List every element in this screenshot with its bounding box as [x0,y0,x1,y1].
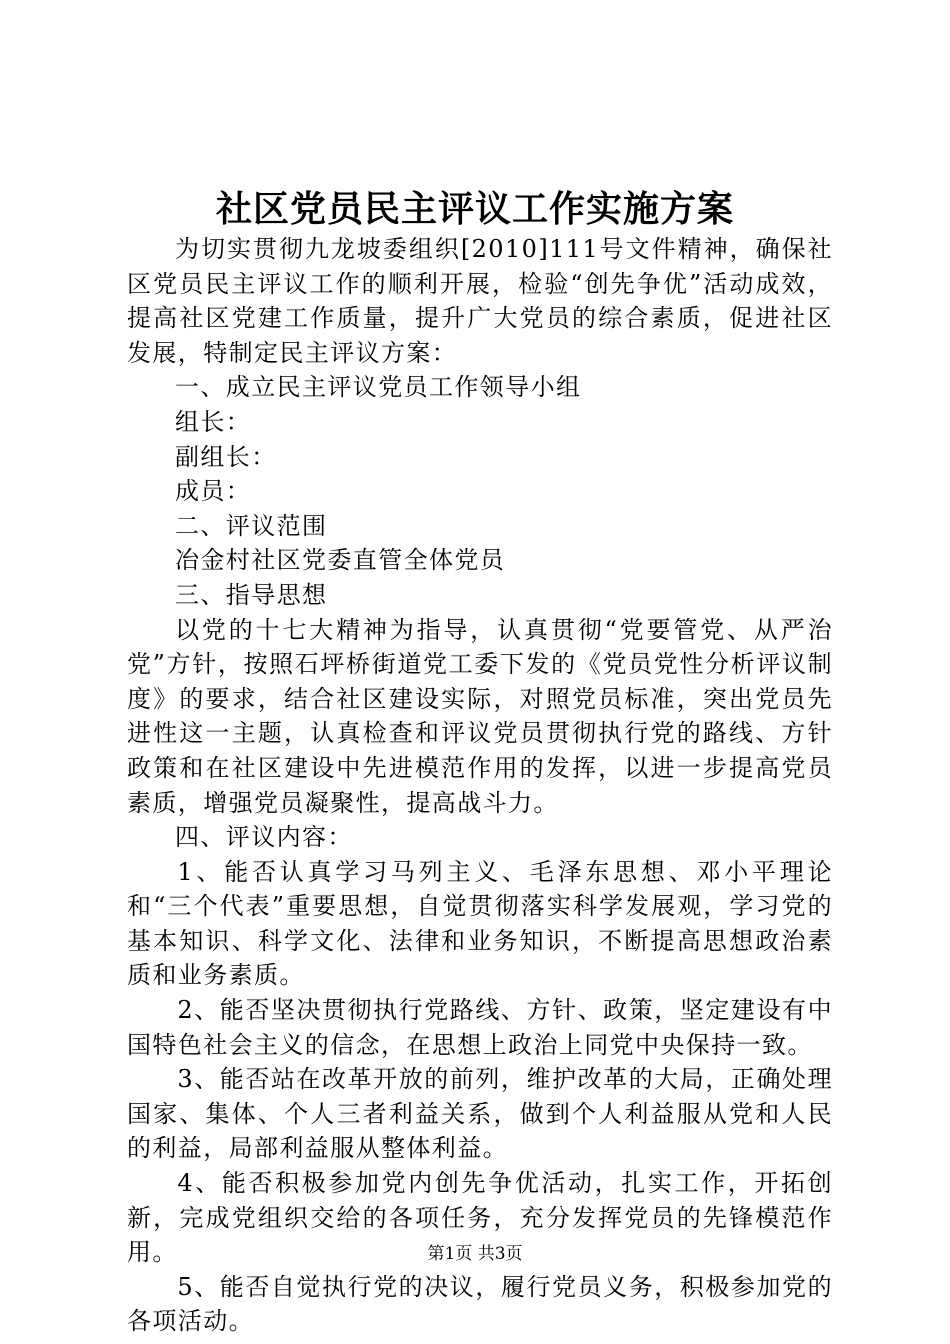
deputy-leader-line: 副组长： [175,442,277,471]
content-item-4: 4、能否积极参加党内创先争优活动，扎实工作，开拓创新，完成党组织交给的各项任务，充分发挥党员的先锋模范作用。 [127,1169,833,1267]
document-body [127,232,833,1339]
guiding-thought-paragraph: 以党的十七大精神为指导，认真贯彻“党要管党、从严治党”方针，按照石坪桥街道党工委下发的《党员党性分析评议制度》的要求，结合社区建设实际，对照党员标准，突出党员先进性这一主题，认真检查和评议党员贯彻执行党的路线、方针政策和在社区建设中先进模范作用的发挥，以进一步提高党员素质，增强党员凝聚性，提高战斗力。 [127,615,833,817]
document-title: 社区党员民主评议工作实施方案 [215,188,734,230]
content-item-3: 3、能否站在改革开放的前列，维护改革的大局，正确处理国家、集体、个人三者利益关系，做到个人利益服从党和人民的利益，局部利益服从整体利益。 [127,1065,833,1163]
content-item-1: 1、能否认真学习马列主义、毛泽东思想、邓小平理论和“三个代表”重要思想，自觉贯彻落实科学发展观，学习党的基本知识、科学文化、法律和业务知识，不断提高思想政治素质和业务素质。 [127,857,833,990]
section-heading-leadership: 一、成立民主评议党员工作领导小组 [175,373,582,402]
content-item-5: 5、能否自觉执行党的决议，履行党员义务，积极参加党的各项活动。 [127,1272,833,1336]
scope-paragraph: 冶金村社区党委直管全体党员 [175,546,506,575]
members-line: 成员： [175,477,252,506]
section-heading-guiding-thought: 三、指导思想 [175,580,328,609]
section-heading-scope: 二、评议范围 [175,511,328,540]
section-heading-content: 四、评议内容： [175,823,353,852]
page-number-footer: 第1页 共3页 [427,1244,523,1264]
content-item-2: 2、能否坚决贯彻执行党路线、方针、政策，坚定建设有中国特色社会主义的信念，在思想上政治上同党中央保持一致。 [127,996,833,1059]
leader-line: 组长： [175,407,252,436]
intro-paragraph: 为切实贯彻九龙坡委组织[2010]111号文件精神，确保社区党员民主评议工作的顺利开展，检验“创先争优”活动成效，提高社区党建工作质量，提升广大党员的综合素质，促进社区发展，特制定民主评议方案： [127,235,833,367]
